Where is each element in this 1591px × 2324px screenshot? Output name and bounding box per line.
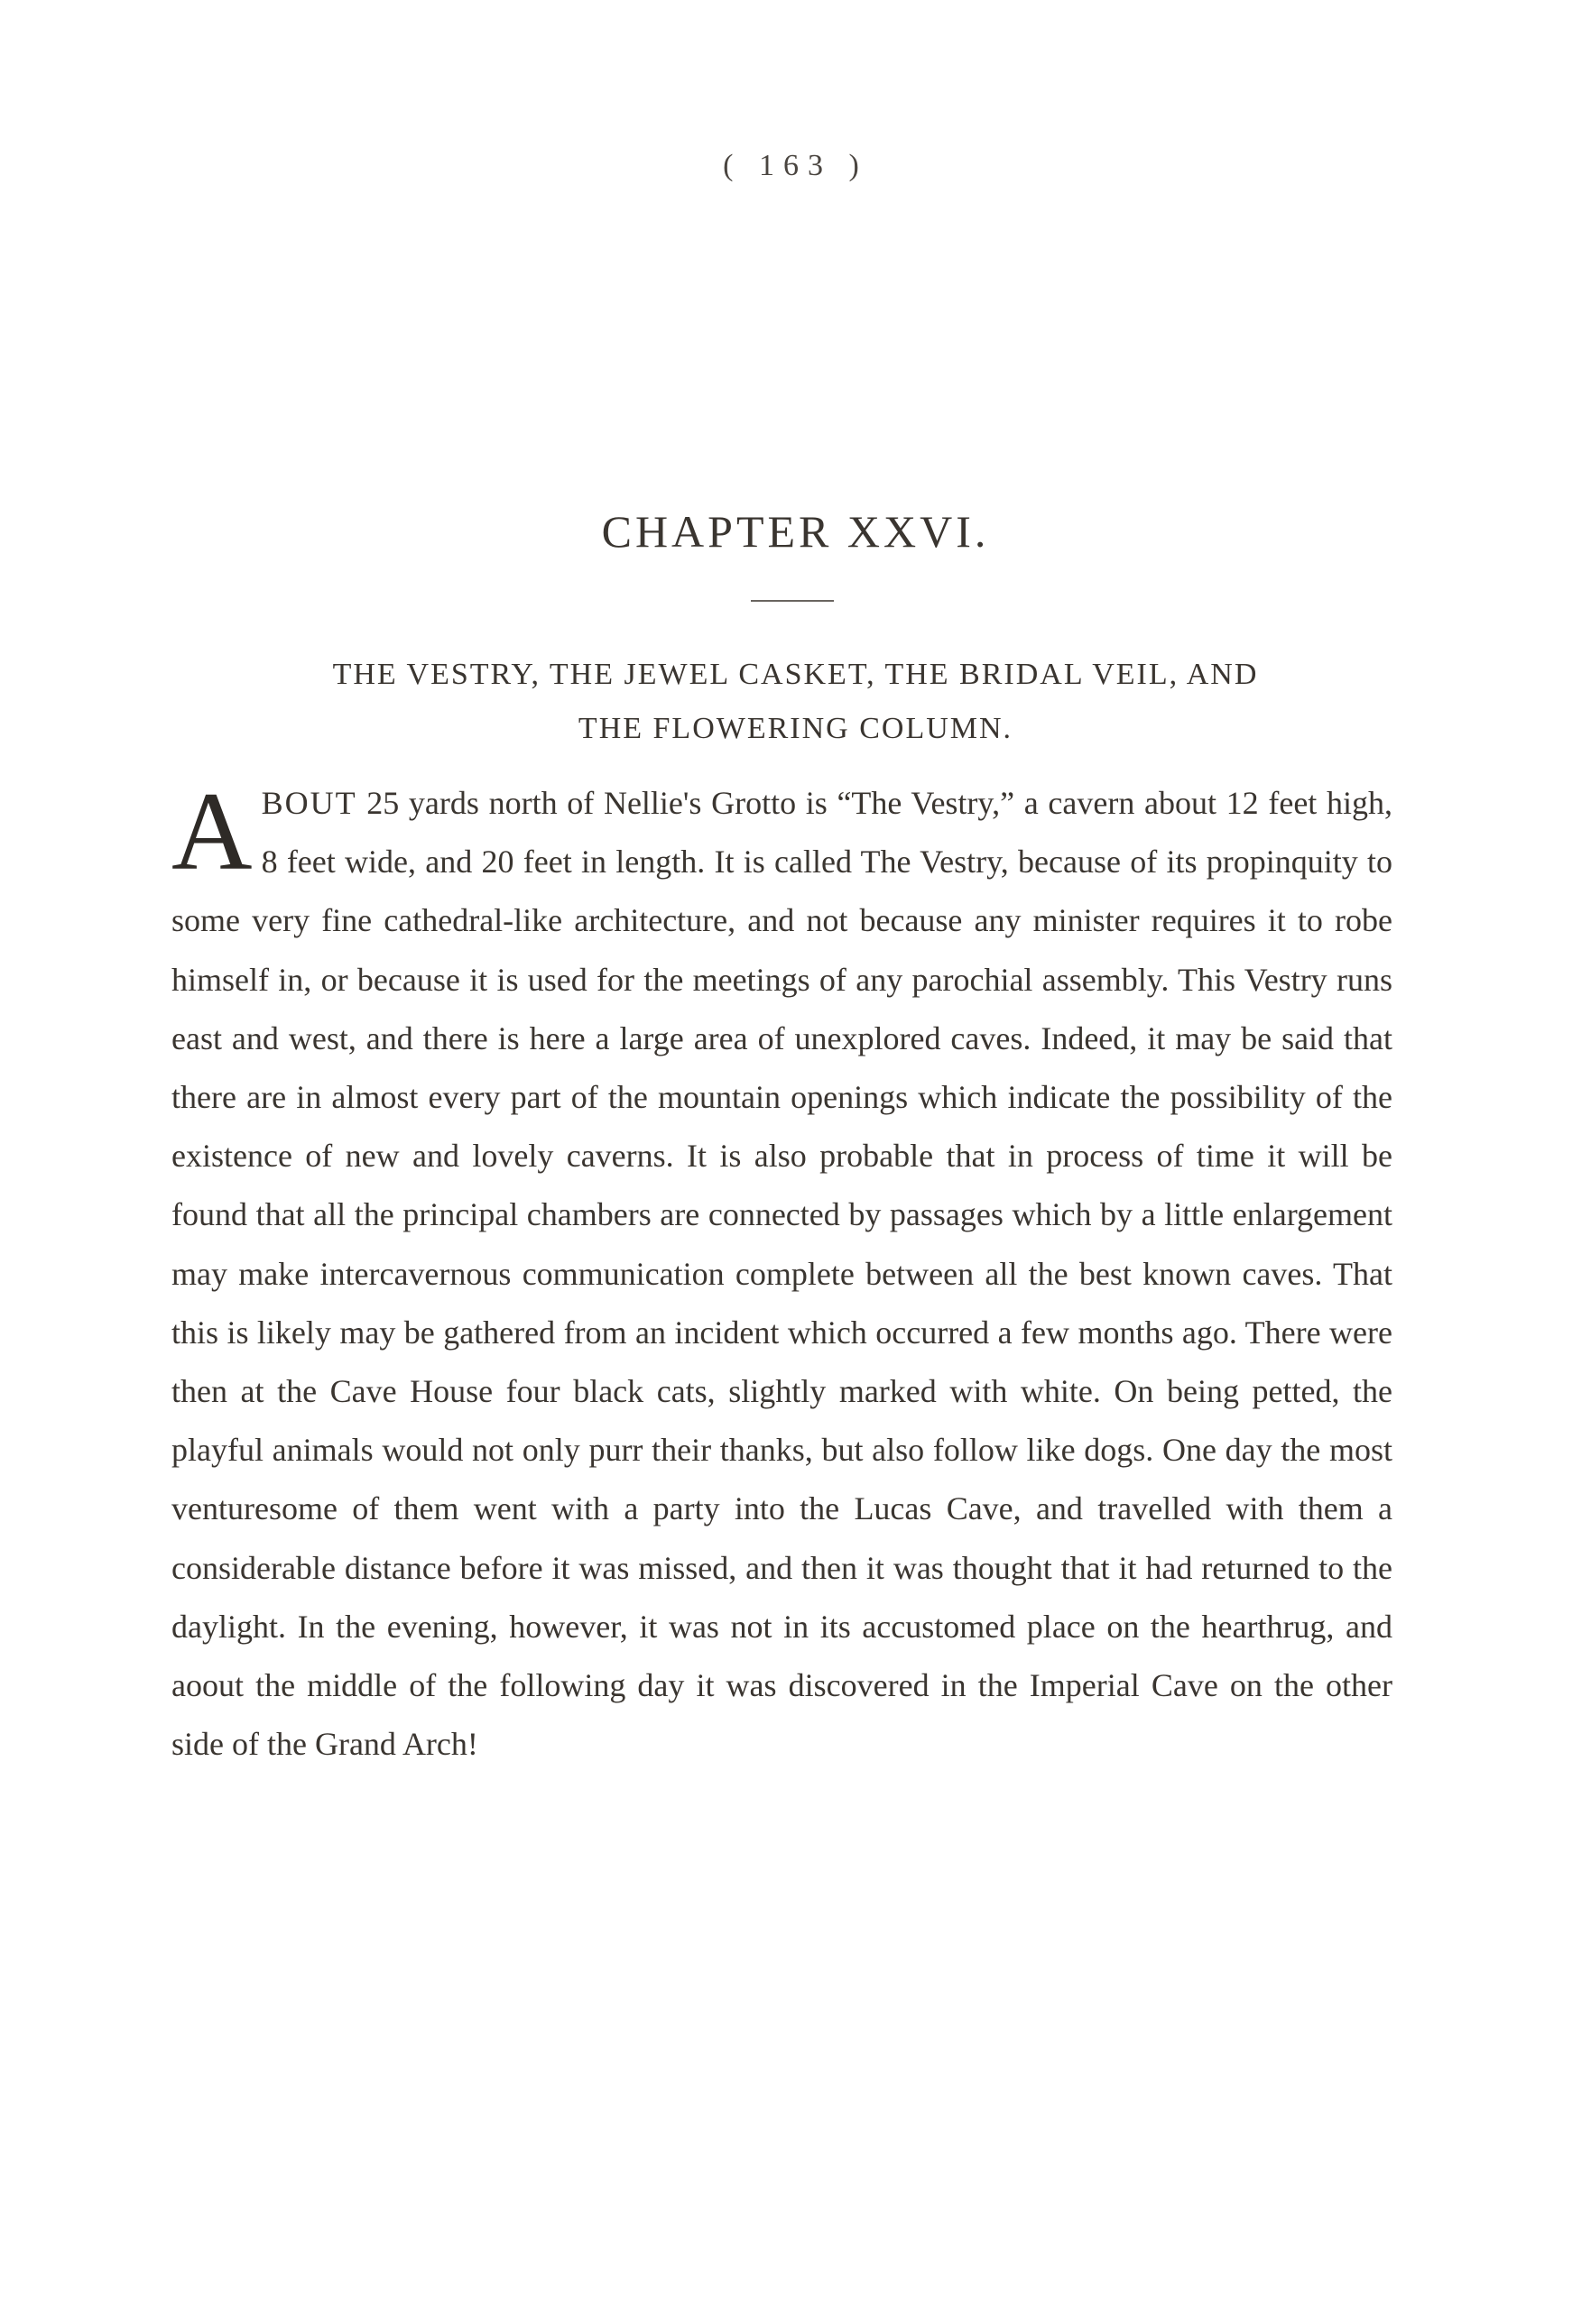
chapter-subtitle-line-1: THE VESTRY, THE JEWEL CASKET, THE BRIDAL VEIL, AND	[332, 658, 1259, 691]
lead-in-text: BOUT	[261, 785, 357, 821]
heading-divider	[751, 600, 834, 602]
chapter-heading: CHAPTER XXVI.	[601, 506, 990, 557]
body-paragraph	[171, 770, 1392, 1774]
chapter-subtitle-line-2: THE FLOWERING COLUMN.	[578, 712, 1013, 745]
body-text: 25 yards north of Nellie's Grotto is “The Vestry,” a cavern about 12 feet high, 8 feet wide, and 20 feet in length. It is called The Vestry, because of its propinquity to some very fine cathedral-like architecture, and not because any minister requires it to robe himself in, or because it is used for the meetings of any parochial assembly. This Vestry runs east and west, and there is here a large area of unexplored caves. Indeed, it may be said that there are in almost every part of the mountain openings which indicate the possibility of the existence of new and lovely caverns. It is also probable that in process of time it will be found that all the principal chambers are connected by passages which by a little enlargement may make intercavernous communication complete between all the best known caves. That this is likely may be gathered from an incident which occurred a few months ago. There were then at the Cave House four black cats, slightly marked with white. On being petted, the playful animals would not only purr their thanks, but also follow like dogs. One day the most venturesome of them went with a party into the Lucas Cave, and travelled with them a considerable distance before it was missed, and then it was thought that it had returned to the daylight. In the evening, however, it was not in its accustomed place on the hearthrug, and aoout the middle of the following day it was discovered in the Imperial Cave on the other side of the Grand Arch!	[171, 785, 1392, 1763]
page-number: ( 163 )	[723, 149, 868, 182]
chapter-subtitle	[171, 648, 1420, 756]
drop-cap: A	[171, 770, 253, 893]
